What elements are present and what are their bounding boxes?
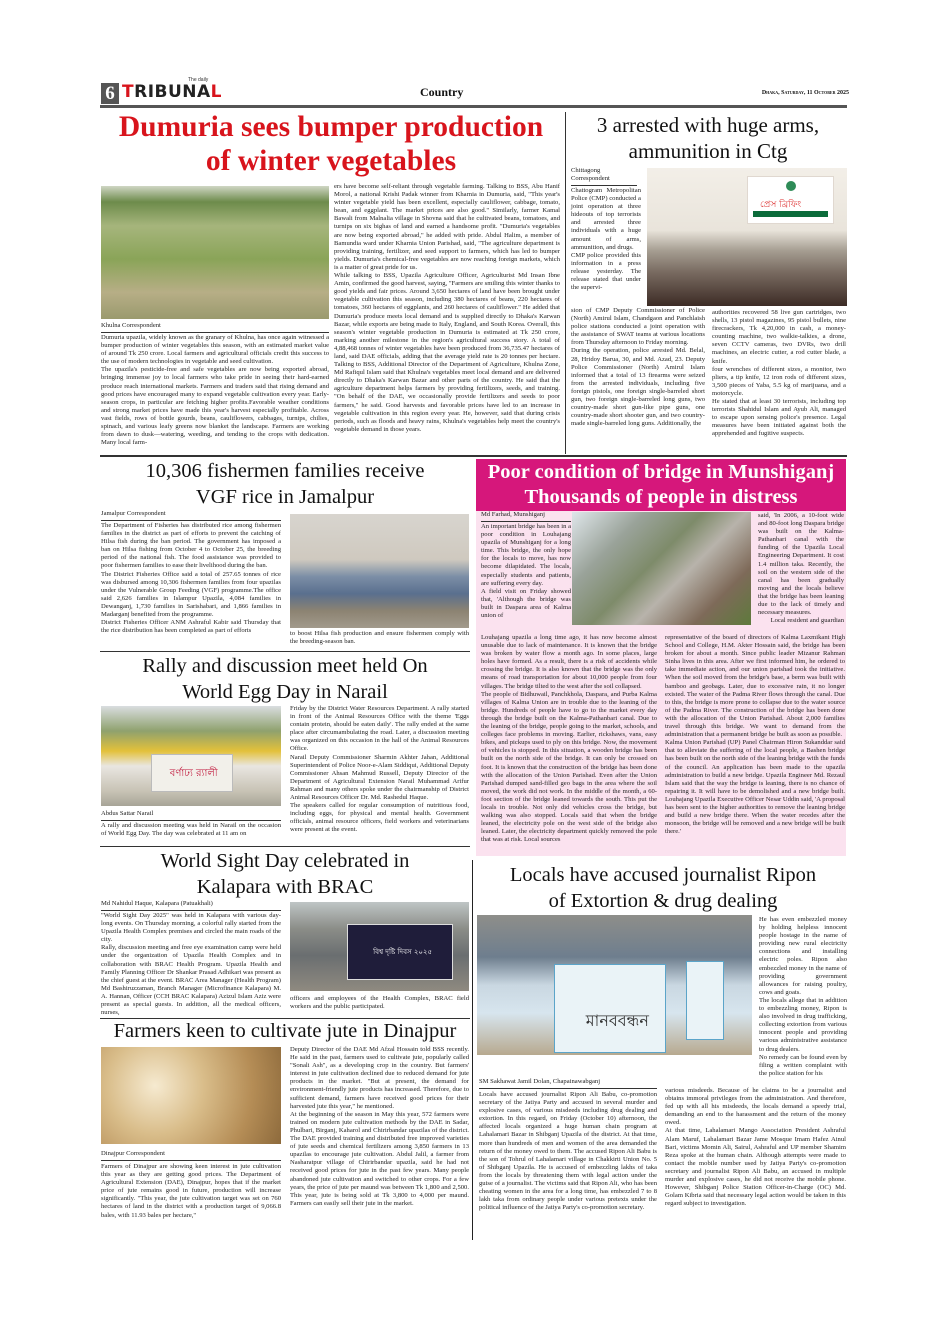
byline: SM Sakhawat Jamil Dolan, Chapainawabganj [479,1078,657,1089]
paragraph: Rally, discussion meeting and free eye examination camp were held under the organization of Upazila Health Complex and in collaboration with BRAC Health Program. Upazila Health and Family Planning Officer Dr Shankar Prasad Adhikari was present as the chief guest at the event. BRAC Area Manager (Health Program) Md Bashiruzzaman, Branch Manager (Microfinance Kalapara) M. A. Hannan, Officer (CCH BRAC Kalapara) Azizul Islam Aziz were present as special guests. In addition, all the medical officers, nurses, [101,944,281,1017]
paragraph: Narail Deputy Commissioner Sharmin Akhter Jahan, Additional Superintendent of Police Noor-e-Alam Siddiqui, Additional Deputy Commissioner Ahsan Mahmud Russell, Deputy Director of the Department of Agricultural Extension Narail Muhammad Arifur Rahman and many others spoke under the chairmanship of District Animal Resources Officer Dr. Md. Rashedul Haque. [290,753,469,802]
page-number: 6 [101,83,119,104]
article-body-col-right [290,705,469,835]
paragraph: CMP police provided this information in a press release yesterday. The release stated that under the supervi- [571,251,641,292]
photo-damaged-bridge [572,512,751,625]
paragraph: At the beginning of the season in May this year, 572 farmers were trained on modern jute cultivation methods by the DAE in Sadar, Phulbari, Birganj, Kaharol and Chirirbandar upazilas of the district. The DAE provided training and distributed free improved varieties of jute seeds and chemical fertilizers among 3,850 farmers in 13 upazilas to encourage jute cultivation. Abdul Jalil, a farmer from Nasharatpur village of Chirirbandar upazila, said he had not received good prices for jute in the past few years. Many people abandoned jute cultivation and switched to other crops. For a few years, the price of jute per maund was between Tk 1,800 and 2,500. This year, jute is being sold at Tk 3,800 to 4,000 per maund. Farmers can easily sell their jute in the market. [290,1110,469,1207]
article-body-col-right: officers and employees of the Health Complex, BRAC field workers and the public participated. [290,995,469,1011]
article-body-col-left: Locals have accused journalist Ripon Ali Babu, co-promotion secretary of the Jatiya Party and accused in several murder and explosive cases, of various misdeeds including drug dealing and extortion. In this regard, on Friday (October 10) afternoon, the affected locals organized a huge human chain program at Lahalamari Bazar in Shibganj Upazila of the district. At that time, more than hundreds of men and women of the area demanded the return of the money owed to them. The accused Ripon Ali Babu is the son of Tohrul of Lahalamari village in Chakkirti Union No. 5 of Shibganj Upazila. He is accused of embezzling lakhs of taka from the locals by threatening them with legal action under the guise of a journalist. The victims said that Ripon Ali, who has been cheating women in the area for a long time, has embezzled 7 to 8 lakh taka from ordinary people under various pretexts under the political influence of the Jatiya Party's co-promotion secretary. [479,1091,657,1212]
headline [100,653,470,705]
banner-strip [753,211,828,217]
byline: Jamalpur Correspondent [101,510,281,521]
protest-banner [554,964,666,1053]
headline-line-2: VGF rice in Jamalpur [195,486,375,508]
article-body-col-right [665,634,845,836]
paragraph: "World Sight Day 2025" was held in Kalapara with various day-long events. On Thursday morning, a colorful rally started from the Upazila Health Complex premises and circled the main roads of the city. [101,912,281,944]
photo-jute-fiber [101,1047,281,1144]
article-body-col-right [712,309,846,439]
paragraph: The District Fisheries Office said a total of 257.65 tonnes of rice was disbursed among 10,306 fishermen families from four upazilas under the Vulnerable Group Feeding (VGF) programme.The office said 2,626 families in Islampur Upazila, 4,084 families in Dewanganj, 1,730 families in Sarishabari, and 1,866 families in Madarganj benefited from the programme. [101,570,281,619]
paragraph: No remedy can be found even by filing a written complaint with the police station for his [759,1053,847,1077]
paragraph: Local resident and guardian [770,617,844,625]
headline-line-1: 3 arrested with huge arms, [596,113,820,137]
photo-seized-arms [647,168,847,306]
banner-text: বর্ণাঢ্য র‍্যালী [169,767,218,779]
article-body-col-2 [334,183,560,434]
paragraph: ers have become self-reliant through vegetable farming. Talking to BSS, Abu Hanif Morol, a national Krishi Padak winner from Kharnia in Dumuria, said, "This year's winter vegetable yield has been excellent, especially cauliflower, cabbage, tomato, bean, and eggplant. The market prices are also good." Similarly, farmer Kamal Bawali from Malnalia village in Shovna said that he cultivated beans, tomatoes, and turnips on six bighas of land and earned a handsome profit. "Dumuria's vegetables are now being exported abroad," he added with pride. Abdul Halim, a member of Bamundia ward under Kharnia Union Parishad, said, "The agriculture department is providing training, fertilizer, and seed support to farmers, which has led to bumper yields. Dumuria's chemical-free vegetables are now reaching foreign markets, which is a matter of great pride for us. [334,183,560,271]
headline-line-2: ammunition in Ctg [628,139,788,163]
paragraph: At that time, Lahalamari Mango Association President Ashraful Alam Maruf, Lahalamari Bazar Jame Mosque Imam Hafez Ainul Bari, victims Momin Ali, Sairul, Ashraful and UP member Shamim Reza spoke at the human chain. Although attempts were made to contact the mobile number used by Jatiya Party's co-promotion secretary and journalist Ripon Ali Babu, an accused in multiple murder and explosive cases, he did not receive the mobile phone. However, Shibganj Police Station Officer-in-Charge (OC) Md. Golam Kibria said that necessary legal action would be taken in this regard subject to investigation. [665,1127,846,1208]
headline-line-1: Dumuria sees bumper production [118,111,544,143]
logo-letter-l: L [210,82,223,102]
headline-line-1: Locals have accused journalist Ripon [509,864,817,886]
paragraph: An important bridge has been in a poor condition in Louhajang upazila of Munshiganj for a long time. This bridge, the only hope for the locals to move, has now become dilapidated. The locals, especially students and patients, are suffering every day. [481,523,571,587]
banner-text: মানববন্ধন [585,1011,649,1031]
headline-band [476,459,846,511]
logo-letters: RIBUNA [134,82,211,102]
byline: Md Nahidul Haque, Kalapara (Patuakhali) [101,900,281,911]
paragraph: Friday by the District Water Resources Department. A rally started in front of the Animal Resources Office with the theme 'Eggs contain protein, should be eaten daily'. The rally ended at the same place after circumambulating the road. Later, a discussion meeting was organized on this occasion in the hall of the Animal Resources Office. [290,705,469,753]
headline [100,110,562,178]
section-divider [100,846,470,847]
headline-line-2: Kalapara with BRAC [196,876,374,898]
masthead-rule [100,105,847,108]
paragraph: Deputy Director of the DAE Md Afzal Hossain told BSS recently. He said in the past, farmers used to cultivate jute, popularly called "Sonali Ash", as a developing crop in the country. But farmers' interest in jute cultivation declined due to reduced demand for jute products in the market. "But at present, the demand for environment-friendly jute products has increased. Therefore, due to sufficient demand, farmers have received good prices for their harvested jute this year," he mentioned. [290,1046,469,1110]
protest-banner-secondary [686,961,724,1040]
article-body-narrow-right [759,916,847,1078]
headline-line-1: 10,306 fishermen families receive [145,460,425,482]
paragraph: said, 'In 2006, a 10-foot wide and 80-foot long Daspara bridge was built on the Kalma-Pathanbari canal with the funding of the Upazila Local Engineering Department. It cost 1.4 million taka. Recently, the soil on the western side of the canal has been gradually moving and the locals believe that the bridge has been leaning due to the lack of timely and necessary measures. [758,512,844,617]
headline [568,112,848,164]
article-body-col-left: Farmers of Dinajpur are showing keen interest in jute cultivation this year as they are getting good prices. The Department of Agricultural Extension (DAE), Dinajpur, hopes that if the market price of jute remains good in future, production will increase significantly. "This year, the jute cultivation target was set on 760 hectares of land in the district with a production target of 9,066.8 bales, with 11.93 bales per hectare," [101,1163,281,1219]
section-name: Country [420,85,464,99]
dateline: Dhaka, Saturday, 11 October 2025 [761,90,849,96]
headline [100,458,470,510]
section-divider [100,651,470,652]
article-body-col-right: to boost Hilsa fish production and ensure fishermen comply with the breeding-season ban. [290,630,469,646]
banner-text: বিশ্ব দৃষ্টি দিবস ২০২৫ [373,947,433,956]
logo-letter-t: T [122,82,135,102]
paragraph: Chattogram Metropolitan Police (CMP) conducted a joint operation at three hideouts of top terrorists and arrested three individuals with a huge amount of arms, ammunition, and drugs. [571,187,641,251]
paragraph: The Department of Fisheries has distributed rice among fishermen families in the district as part of efforts to prevent the catching of Hilsa fish during the ban period. The government has imposed a ban on Hilsa fishing from October 4 to October 25, the breeding period of the national fish. The food assistance was provided to poor fishermen families to ease their livelihood during the ban. [101,522,281,570]
paragraph: The upazila's pesticide-free and safe vegetables are now being exported abroad, bringing immense joy to local farmers who take pride in seeing their hard-earned produce reach international markets. Farmers and traders said that rising demand and good prices have encouraged many to expand vegetable cultivation every year. Early-season crops, in particular are fetching higher profits.Favorable weather conditions and strong market prices have made this year's harvest especially profitable. Across vast fields, rows of bottle gourds, beans, cauliflowers, cabbages, turnips, chilies, spinach, and various leafy greens now blanket the landscape. Farmers are working from dawn to dusk—watering, weeding, and tending to the crops with dedication. Many local farm- [101,366,329,447]
headline-line-2: of Extortion & drug dealing [548,890,778,912]
headline-line-1: Rally and discussion meet held On [142,655,428,677]
photo-vegetable-field [101,186,329,319]
headline-line-2: World Egg Day in Narail [182,681,388,703]
byline: Dinajpur Correspondent [101,1150,281,1161]
headline [100,848,470,900]
paragraph: authorities recovered 58 live gun cartridges, two shells, 13 pistol magazines, 95 pistol bullets, nine firecrackers, Tk 4,20,000 in cash, a money-counting machine, two walkie-talkies, a drone, seven CCTV cameras, two DVRs, two drill machines, an electric cutter, a rod cutter blade, a knife. [712,309,846,365]
column-divider [472,860,473,1240]
article-body-col-right [290,1046,469,1208]
byline: Abdus Sattar Narail [101,810,281,821]
paragraph: A field visit on Friday showed that, 'Although the bridge was built in Daspara area of Kalma union of [481,587,571,620]
newspaper-logo [122,82,222,102]
byline: Chittagong Correspondent [571,167,637,186]
headline: Farmers keen to cultivate jute in Dinajpur [113,1020,457,1042]
rally-banner [151,754,232,792]
paragraph: He stated that at least 30 terrorists, including top terrorists Shahidul Islam and Ayub Ali, managed to escape upon sensing police's presence. Legal measures have been initiated against both the apprehended and fugitive suspects. [712,398,846,438]
headline [476,459,846,510]
headline [474,862,852,914]
paragraph: various misdeeds. Because of he claims to be a journalist and obtains immoral privileges from the administration. And therefore, fed up with all his misdeeds, the locals demand a speedy trial, demanding an end to the harassment and the return of the money owed. [665,1087,846,1127]
paragraph: sion of CMP Deputy Commissioner of Police (North) Amirul Islam, Chandgaon and Panchlaish police stations conducted a joint operation with the assistance of SWAT teams at various locations from Thursday afternoon to Friday morning. [571,307,705,347]
headline-line-2: Thousands of people in distress [524,486,798,508]
article-body-col-left [481,634,657,844]
photo-human-chain [477,915,752,1055]
headline-line-1: Poor condition of bridge in Munshiganj [487,461,835,483]
paragraph: Kalma Union Parishad (UP) Panel Chairman Hiron Sukanddar said that to alleviate the suffering of the local people, a Bashen bridge has been built on the north side of the leaning bridge with the funds of the council. An application has been made to the upazila administration to build a new bridge. Upazila Engineer Md. Rezaul Islam said that the way the bridge is leaning, there is no chance of repairing it. It will have to be demolished and a new bridge built. Louhajang Upazila Executive Officer Nesar Uddin said, 'A proposal has been sent to the higher authorities to remove the leaning bridge and build a new bridge there. When the water recedes after the monsoon, the bridge will be removed and a new bridge will be built there.' [665,739,845,836]
article-body-col-right [665,1087,846,1208]
banner-text: প্রেস ব্রিফিং [760,200,802,210]
paragraph: The speakers called for regular consumption of nutritious food, including eggs, for physical and mental health. Government officials, animal resource officers, field workers and veterinarians were present at the event. [290,802,469,834]
byline: Khulna Correspondent [101,322,329,333]
paragraph: representative of the board of directors of Kalma Laxmikant High School and College, H.M. Akter Hossain said, the bridge has been broken for about a month. Since public leader Mizanur Rahman Sinha lives in this area. After we first informed him, he ordered to take immediate action, and our union parishad took the initiative. When the soil moved from the bridge's base, a berm was built with bamboo and geobags. Later, due to excessive rain, it no longer existed. The water of the Padma River flows through the canal. Due to this, the bridge is more prone to collapse due to the water source of the Padma River. The construction of the bridge has been done with the allocation of the Union Parishad. About 2,000 families travel through this bridge. We want to demand from the administration that a permanent bridge be built as soon as possible. [665,634,845,739]
paragraph: Louhajang upazila a long time ago, it has now become almost unusable due to lack of maintenance. It is known that the bridge was broken by water flow a month ago. In some places, large holes have formed. As a result, there is a risk of accidents while crossing the bridge. It is also known that the bridge was the only means of road transportation for about 10,000 people from four villages. The bridge tilted to the west after the soil collapsed. [481,634,657,690]
headline-line-1: World Sight Day celebrated in [160,850,410,872]
police-logo-icon [786,181,796,191]
photo-egg-day-rally [101,706,281,806]
article-body-col-1 [101,334,329,447]
paragraph: The people of Bidhuwail, Panchkhola, Daspara, and Purba Kalma villages of Kalma Union are in trouble due to the leaning of the bridge. Hundreds of people have to go to the market every day through the bridge built on the Kalma-Pathanbari canal. Due to the leaning of the bridge, people going to the market, schools, and colleges face problems in moving. Earlier, rickshaws, vans, easy bikes, and pickups used to ply on this bridge. Now, the movement of vehicles is stopped. In this situation, a wooden bridge has been built on the north side of the bridge. It can only be crossed on foot. It is known that the construction of the bridge has been done with the allocation of the Union Parishad. Even after the Union Parishad dumped sand-filled geo bags in the area where the soil moved, the work did not work. In the middle of the month, a 60-foot section of the bridge leaned towards the south. This put the locals in trouble. Not only did vehicles cross the bridge, but walking was also stopped. Locals said that when the bridge leaned, the electricity pole on the west side of the bridge also leaned. Later, the electricity department quickly removed the pole that was at risk. Local sources [481,690,657,844]
paragraph: He has even embezzled money by holding helpless innocent people hostage in the name of providing new rural electricity connections and installing electric poles. Ripon also embezzled money in the name of providing government allowances for raising poultry, cows and goats. [759,916,847,996]
press-briefing-banner [747,176,834,224]
paragraph: Dumuria upazila, widely known as the granary of Khulna, has once again witnessed a bumper production of winter vegetables this season, with an estimated market value of around Tk 250 crore. Local farmers and agricultural officials credit this success to the use of modern technologies in vegetable and seed cultivation. [101,334,329,366]
column-divider [565,112,566,454]
paragraph: While talking to BSS, Upazila Agriculture Officer, Agriculturist Md Insan Ibne Amin, confirmed the good harvest, saying, "Farmers are smiling this winter thanks to good yields and fair prices. Around 3,650 hectares of land have been brought under vegetable cultivation this season, including 380 hectares of beans, 220 hectares of tomatoes, 360 hectares of eggplants, and 260 hectares of cauliflower." He added that Dumuria's produce meets local demand and is supplied directly to Dhaka's Karwan Bazar, while exports are being made to Italy, England, and South Korea. Overall, this season's winter vegetable production in Dumuria is estimated at Tk 250 crore, marking another milestone in the region's agricultural success story. A total of 4,88,468 tonnes of winter vegetables have been produced from 36,735.47 hectares of land, said DAE officials, adding that the average yield rate is 20 tonnes per hectare. Talking to BSS, Additional Director of the Department of Agriculture, Khulna Zone, Md Rafiqul Islam said that Khulna's vegetables meet local demand and are delivered directly to Dhaka's Karwan Bazar and other parts of the country. He said that the agriculture department helps farmers by providing fertilizers, seeds, and training. "On behalf of the DAE, we occasionally provide fertilizers and seeds to poor farmers," he said. Good harvests and favorable prices have led to an increase in vegetable cultivation in this region every year. He, however, said that during crisis periods, such as floods and heavy rains, Khulna's vegetables help meet the country's vegetable demand in those years. [334,272,560,433]
section-divider [100,455,847,457]
article-body-narrow [571,187,641,292]
article-body-narrow-right [758,512,844,625]
article-body-col-left [571,307,705,428]
byline: Md Farhad, Munshiganj [481,511,571,522]
paragraph: District Fisheries Officer ANM Ashraful Kabir said Thursday that the rice distribution has been completed as part of efforts [101,619,281,635]
paragraph: The locals allege that in addition to embezzling money, Ripon is also involved in drug trafficking, collecting extortion from various innocent people and providing various administrative assistance to drug dealers. [759,996,847,1053]
rally-banner [347,924,453,979]
article-body-col-left [101,912,281,1017]
article-body-col-left [101,522,281,635]
article-body-narrow-left [481,523,571,620]
paragraph: four wrenches of different sizes, a monitor, two pliers, a tip knife, 12 iron rods of different sizes, 3,500 pieces of Yaba, 5.5 kg of marijuana, and a motorcycle. [712,365,846,397]
logo-tagline: The daily [188,77,209,83]
headline-line-2: of winter vegetables [205,145,457,177]
paragraph: During the operation, police arrested Md. Belal, 28, Hridoy Barua, 30, and Md. Azad, 23. Deputy Police Commissioner (North) Amirul Islam informed that a total of 13 firearms were seized from the arrested individuals, including five foreign pistols, one foreign single-barreled short gun, two foreign single-barreled long guns, two country-made short gun-like pipe guns, one country-made short shooter gun, and two country-made single-barreled long guns. Additionally, the [571,347,705,428]
photo-rice-distribution [290,514,469,628]
photo-sight-day-rally [290,902,469,991]
article-body-col-left: A rally and discussion meeting was held in Narail on the occasion of World Egg Day. The day was celebrated at 11 am on [101,822,281,838]
